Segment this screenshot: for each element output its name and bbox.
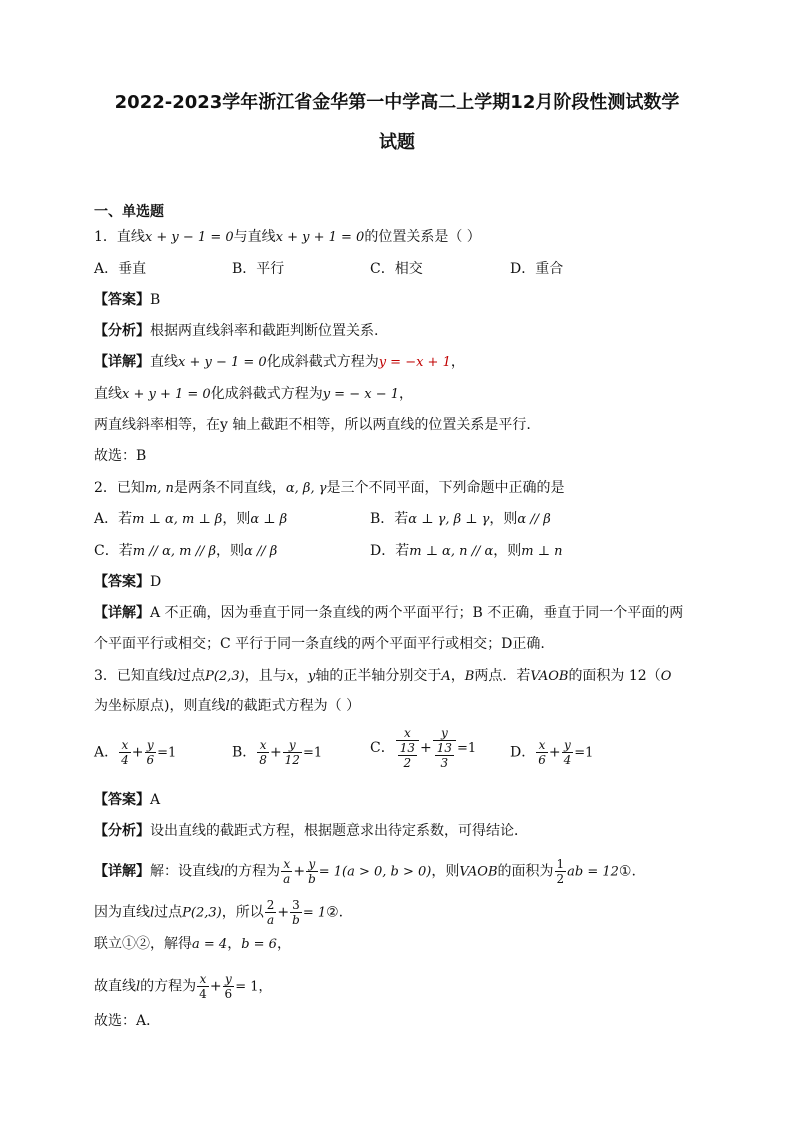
q3-stem-2: 为坐标原点)，则直线l的截距式方程为（ ） <box>94 698 361 714</box>
q1-detail-2: 直线x + y + 1 = 0化成斜截式方程为y = − x − 1， <box>94 386 413 402</box>
circled-two: ② <box>326 904 339 921</box>
q3-analysis: 【分析】设出直线的截距式方程，根据题意求出待定系数，可得结论． <box>94 823 528 839</box>
q1-option-a: A．垂直 <box>94 261 147 277</box>
circled-one: ① <box>618 863 632 880</box>
q3-answer: 【答案】A <box>94 792 161 808</box>
q3-conclusion: 故选：A． <box>94 1013 161 1029</box>
q2-stem: 2．已知m, n是两条不同直线，α, β, γ是三个不同平面，下列命题中正确的是 <box>94 480 565 496</box>
q3-option-c: C． $\frac{x}{\frac{13}{2}}$ + $\frac{y}{\frac{13}{3}}$ =1 <box>370 726 477 770</box>
q2-detail-1: 【详解】A 不正确，因为垂直于同一条直线的两个平面平行；B 不正确，垂直于同一个平面的两 <box>94 605 684 621</box>
q3-detail-4: 故直线l的方程为 $\frac{x}{4}$ + $\frac{y}{6}$ = 1， <box>94 972 272 1001</box>
q3-detail-2: 因为直线l过点P(2,3)，所以 $\frac{2}{a}$ + $\frac{3}{b}$ = 1②. <box>94 898 344 927</box>
q3-detail-3: 联立①②，解得a = 4，b = 6， <box>94 936 291 952</box>
q2-option-c: C．若m // α, m // β，则α // β <box>94 543 278 559</box>
q1-option-b: B．平行 <box>232 261 285 277</box>
q2-answer: 【答案】D <box>94 574 162 590</box>
title-line-1: 2022-2023学年浙江省金华第一中学高二上学期12月阶段性测试数学 <box>114 92 680 113</box>
section-heading: 一、单选题 <box>94 204 164 220</box>
q3-detail-1: 【详解】解：设直线l的方程为 $\frac{x}{a}$ + $\frac{y}{b}$ = 1(a > 0, b > 0)，则VAOB的面积为 $\frac{1}{2}$ ab = 12①. <box>94 857 636 886</box>
title-line-2: 试题 <box>379 132 415 153</box>
q1-detail-1: 【详解】直线x + y − 1 = 0化成斜截式方程为y = −x + 1， <box>94 354 465 370</box>
q2-option-d: D．若m ⊥ α, n // α，则m ⊥ n <box>370 543 563 559</box>
q2-detail-2: 个平面平行或相交；C 平行于同一条直线的两个平面平行或相交；D正确. <box>94 636 545 652</box>
q3-option-d: D． $\frac{x}{6}$ + $\frac{y}{4}$ =1 <box>510 738 594 767</box>
q3-option-a: A． $\frac{x}{4}$ + $\frac{y}{6}$ =1 <box>94 738 177 767</box>
q2-option-a: A．若m ⊥ α, m ⊥ β，则α ⊥ β <box>94 511 288 527</box>
q1-conclusion: 故选：B <box>94 448 147 464</box>
q3-stem-1: 3．已知直线l过点P(2,3)，且与x，y轴的正半轴分别交于A，B两点．若VAOB的面积为 12（O <box>94 668 672 684</box>
q1-detail-3: 两直线斜率相等，在y 轴上截距不相等，所以两直线的位置关系是平行. <box>94 417 531 433</box>
q3-option-b: B． $\frac{x}{8}$ + $\frac{y}{12}$ =1 <box>232 738 323 767</box>
q1-stem: 1．直线x + y − 1 = 0与直线x + y + 1 = 0的位置关系是（ ） <box>94 229 481 245</box>
q1-answer: 【答案】B <box>94 292 161 308</box>
q1-option-c: C．相交 <box>370 261 423 277</box>
q1-option-d: D．重合 <box>510 261 564 277</box>
q1-analysis: 【分析】根据两直线斜率和截距判断位置关系. <box>94 323 379 339</box>
q2-option-b: B．若α ⊥ γ, β ⊥ γ，则α // β <box>370 511 551 527</box>
